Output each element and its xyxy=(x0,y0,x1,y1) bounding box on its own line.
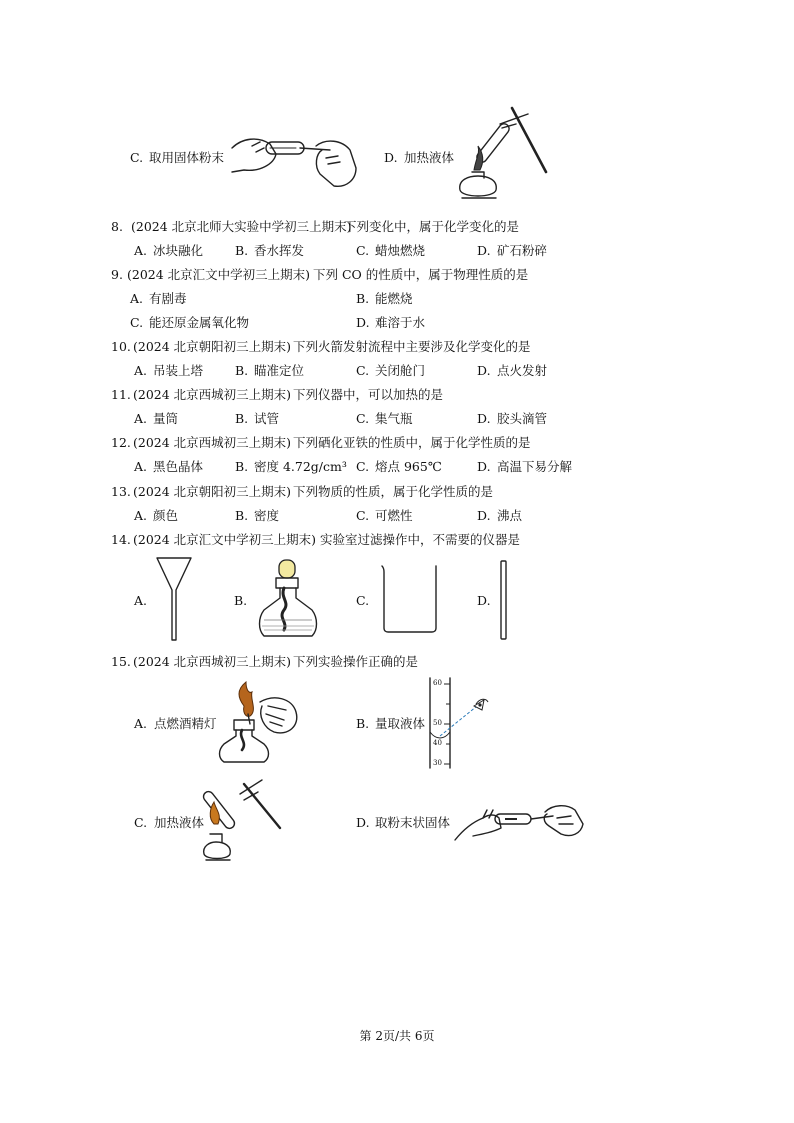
q11-option-a-letter: A. xyxy=(134,411,148,426)
q8-stem: 下列变化中，属于化学变化的是 xyxy=(344,219,520,234)
q7-option-d-letter: D. xyxy=(384,150,398,165)
q15-option-c-letter: C. xyxy=(134,815,148,830)
heating-liquid-illustration-d xyxy=(454,106,554,202)
q11-option-c-letter: C. xyxy=(356,411,370,426)
q10-option-d-text: 点火发射 xyxy=(497,363,548,378)
q15-option-a-text: 点燃酒精灯 xyxy=(154,716,217,731)
q12-option-d-letter: D. xyxy=(477,459,491,474)
q14-option-a-letter: A. xyxy=(134,593,148,608)
q9-option-a-letter: A. xyxy=(130,291,144,306)
q9-option-c-text: 能还原金属氧化物 xyxy=(149,315,250,330)
q15-option-b-text: 量取液体 xyxy=(375,716,426,731)
q14-option-d-letter: D. xyxy=(477,593,491,608)
q8-option-a-letter: A. xyxy=(134,243,148,258)
lamp-lighting-illustration xyxy=(216,680,302,766)
q12-option-a-text: 黑色晶体 xyxy=(153,459,204,474)
q12-stem: 下列硒化亚铁的性质中，属于化学性质的是 xyxy=(293,435,531,450)
q11-option-c-text: 集气瓶 xyxy=(375,411,413,426)
beaker-illustration xyxy=(380,564,440,634)
q15-option-a-letter: A. xyxy=(134,716,148,731)
q13-option-a-letter: A. xyxy=(134,508,148,523)
q12-option-b-letter: B. xyxy=(235,459,249,474)
cylinder-tick-30: 30 xyxy=(433,759,442,767)
q12-source: (2024 北京西城初三上期末) xyxy=(133,435,292,450)
q10-option-b-text: 瞄准定位 xyxy=(254,363,305,378)
q13-option-a-text: 颜色 xyxy=(153,508,179,523)
q7-option-c-text: 取用固体粉末 xyxy=(149,150,225,165)
q15-source: (2024 北京西城初三上期末) xyxy=(133,654,292,669)
alcohol-lamp-illustration xyxy=(256,558,324,640)
q11-option-d-letter: D. xyxy=(477,411,491,426)
q10-option-a-text: 吊装上塔 xyxy=(153,363,204,378)
q8-source: (2024 北京北师大实验中学初三上期末) xyxy=(131,219,352,234)
q12-option-a-letter: A. xyxy=(134,459,148,474)
q15-number: 15. xyxy=(111,654,131,669)
q13-option-b-letter: B. xyxy=(235,508,249,523)
q8-option-b-letter: B. xyxy=(235,243,249,258)
q9-source: (2024 北京汇文中学初三上期末) xyxy=(127,267,311,282)
q8-number: 8. xyxy=(111,219,123,234)
q13-number: 13. xyxy=(111,484,131,499)
q15-option-c-text: 加热液体 xyxy=(154,815,205,830)
q10-option-a-letter: A. xyxy=(134,363,148,378)
q11-stem: 下列仪器中，可以加热的是 xyxy=(293,387,444,402)
q8-option-b-text: 香水挥发 xyxy=(254,243,305,258)
cylinder-tick-50: 50 xyxy=(433,719,442,727)
q12-option-d-text: 高温下易分解 xyxy=(497,459,573,474)
q10-number: 10. xyxy=(111,339,131,354)
q10-option-b-letter: B. xyxy=(235,363,249,378)
cylinder-tick-60: 60 xyxy=(433,679,442,687)
q12-option-b-text: 密度 4.72g/cm³ xyxy=(254,459,347,474)
q8-option-d-letter: D. xyxy=(477,243,491,258)
q14-option-c-letter: C. xyxy=(356,593,370,608)
heating-liquid-illustration-c xyxy=(200,778,286,864)
powder-taking-illustration-d xyxy=(453,796,585,844)
q10-option-d-letter: D. xyxy=(477,363,491,378)
q13-option-c-text: 可燃性 xyxy=(375,508,413,523)
q13-stem: 下列物质的性质，属于化学性质的是 xyxy=(293,484,494,499)
q13-option-d-letter: D. xyxy=(477,508,491,523)
q10-source: (2024 北京朝阳初三上期末) xyxy=(133,339,292,354)
q8-option-a-text: 冰块融化 xyxy=(153,243,204,258)
q13-option-d-text: 沸点 xyxy=(497,508,523,523)
q12-option-c-letter: C. xyxy=(356,459,370,474)
q10-option-c-text: 关闭舱门 xyxy=(375,363,426,378)
funnel-illustration xyxy=(155,556,195,644)
q9-stem: 下列 CO 的性质中，属于物理性质的是 xyxy=(313,267,529,282)
q11-option-b-letter: B. xyxy=(235,411,249,426)
q15-option-d-letter: D. xyxy=(356,815,370,830)
q9-option-c-letter: C. xyxy=(130,315,144,330)
q11-option-d-text: 胶头滴管 xyxy=(497,411,548,426)
q8-option-c-text: 蜡烛燃烧 xyxy=(375,243,426,258)
q10-stem: 下列火箭发射流程中主要涉及化学变化的是 xyxy=(293,339,531,354)
q11-source: (2024 北京西城初三上期末) xyxy=(133,387,292,402)
q14-option-b-letter: B. xyxy=(234,593,248,608)
q15-stem: 下列实验操作正确的是 xyxy=(293,654,419,669)
q9-option-d-letter: D. xyxy=(356,315,370,330)
q11-number: 11. xyxy=(111,387,131,402)
q9-option-b-text: 能燃烧 xyxy=(375,291,413,306)
q12-option-c-text: 熔点 965℃ xyxy=(375,459,442,474)
q7-option-c-letter: C. xyxy=(130,150,144,165)
q11-option-b-text: 试管 xyxy=(254,411,280,426)
powder-taking-illustration xyxy=(230,128,360,190)
glass-rod-illustration xyxy=(498,559,510,641)
q13-option-b-text: 密度 xyxy=(254,508,280,523)
q9-option-d-text: 难溶于水 xyxy=(375,315,426,330)
q13-source: (2024 北京朝阳初三上期末) xyxy=(133,484,292,499)
q8-option-d-text: 矿石粉碎 xyxy=(497,243,548,258)
q12-number: 12. xyxy=(111,435,131,450)
q9-number: 9. xyxy=(111,267,123,282)
q14-source: (2024 北京汇文中学初三上期末) xyxy=(133,532,317,547)
q14-stem: 实验室过滤操作中，不需要的仪器是 xyxy=(320,532,521,547)
q15-option-d-text: 取粉末状固体 xyxy=(375,815,451,830)
q13-option-c-letter: C. xyxy=(356,508,370,523)
cylinder-tick-40: 40 xyxy=(433,739,442,747)
q10-option-c-letter: C. xyxy=(356,363,370,378)
q9-option-a-text: 有剧毒 xyxy=(149,291,187,306)
q7-option-d-text: 加热液体 xyxy=(404,150,455,165)
q8-option-c-letter: C. xyxy=(356,243,370,258)
q11-option-a-text: 量筒 xyxy=(153,411,179,426)
q9-option-b-letter: B. xyxy=(356,291,370,306)
page-footer: 第 2页/共 6页 xyxy=(359,1029,435,1043)
q15-option-b-letter: B. xyxy=(356,716,370,731)
q14-number: 14. xyxy=(111,532,131,547)
